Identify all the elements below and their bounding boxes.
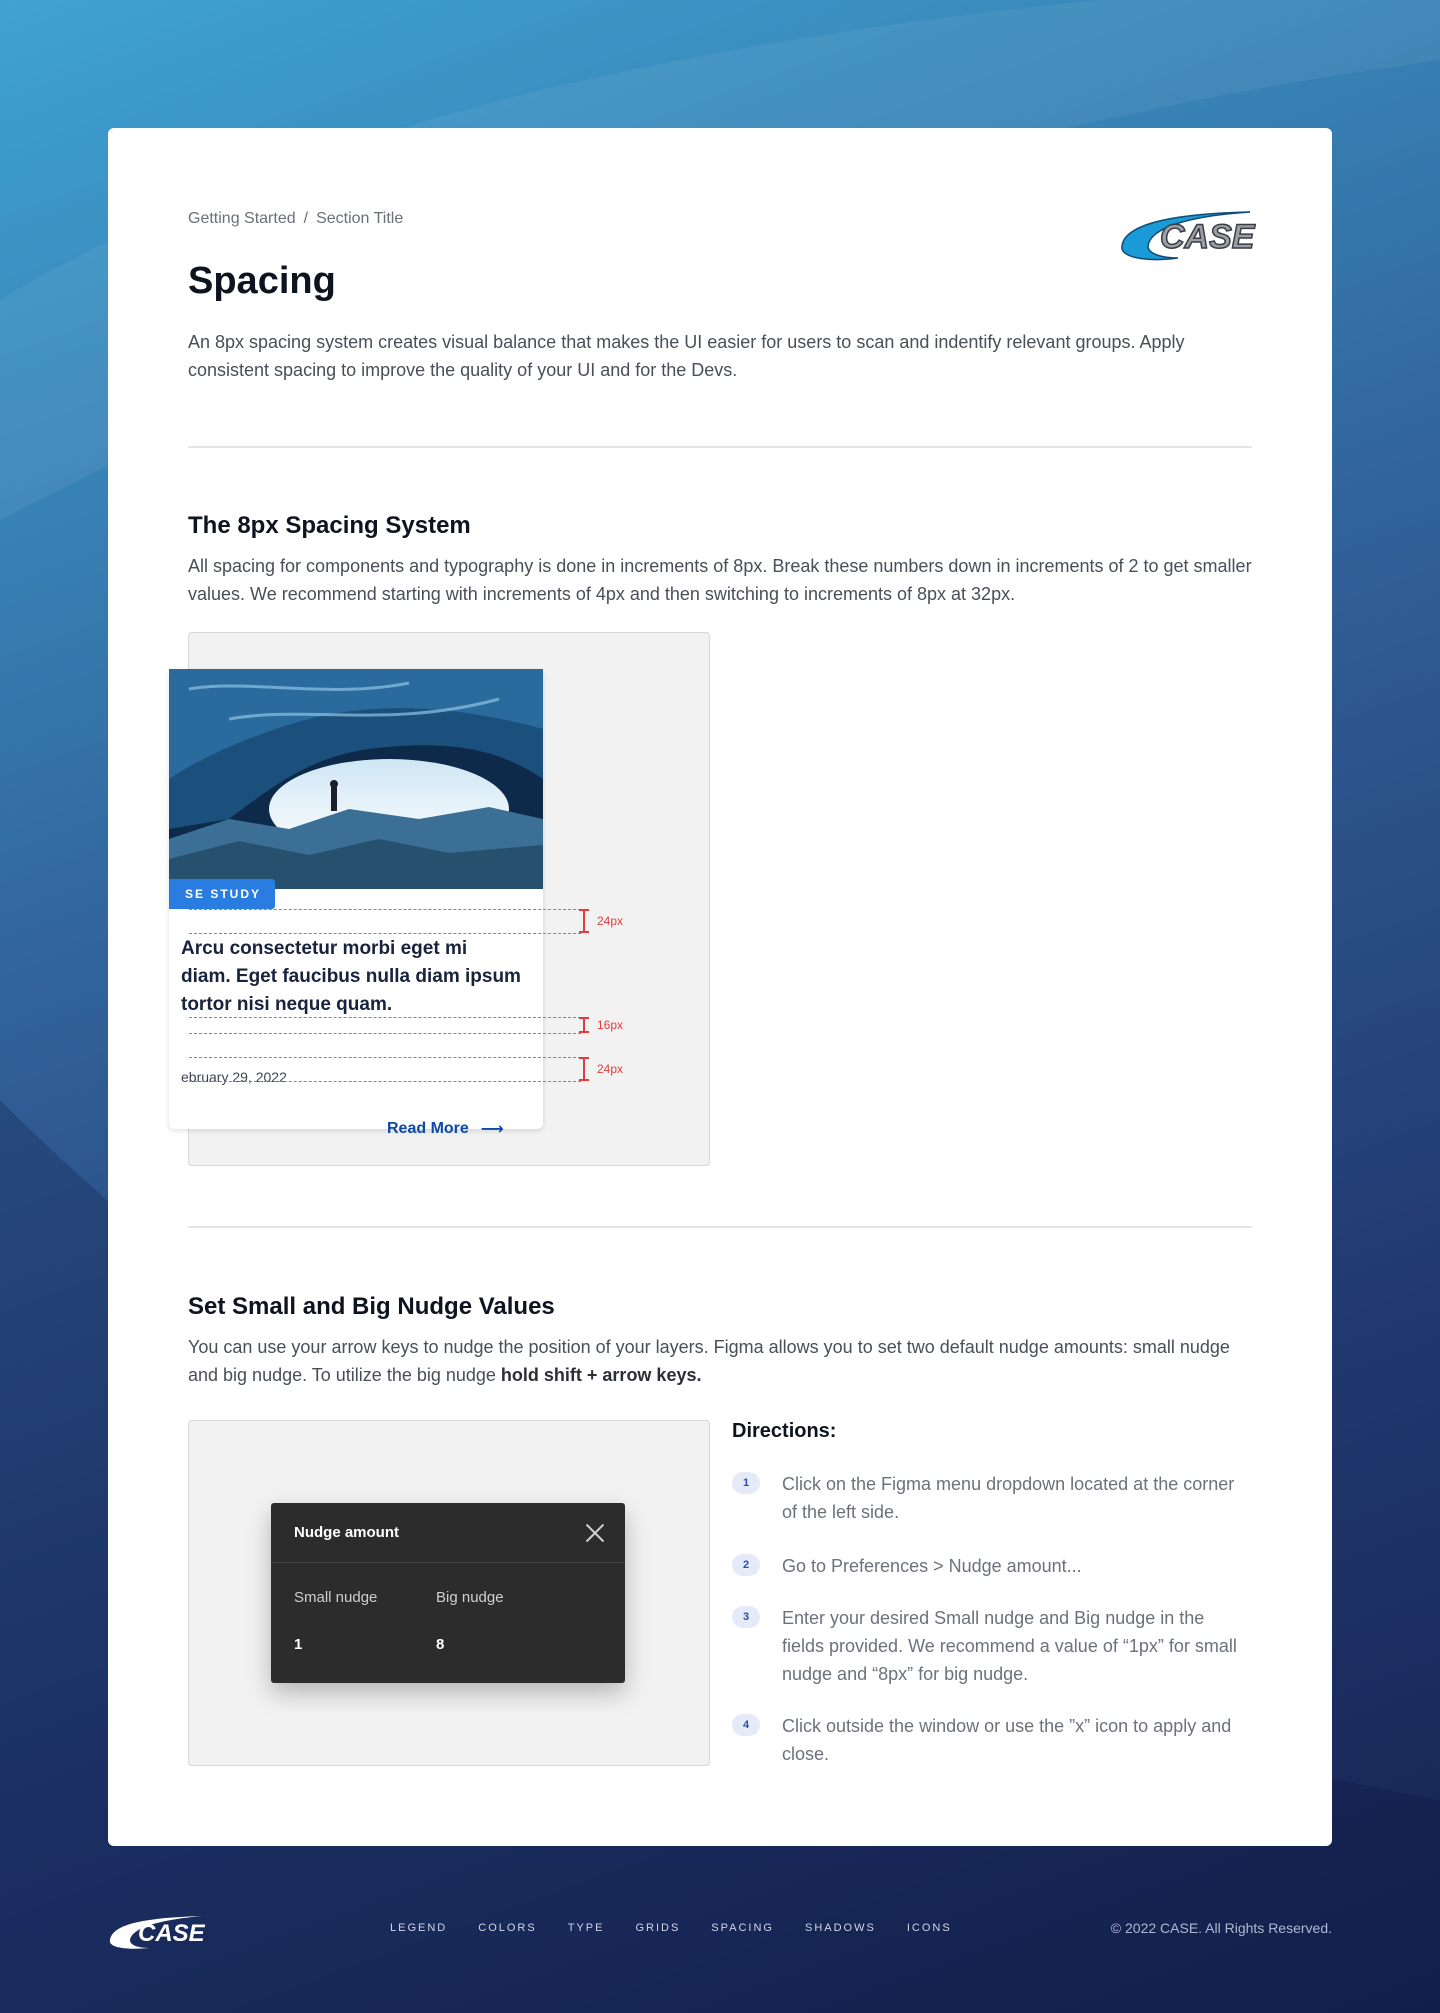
svg-text:CASE: CASE [1160, 218, 1255, 256]
measure-label: 24px [597, 1062, 624, 1076]
read-more-link[interactable] [387, 1119, 504, 1139]
spacing-guide-line [189, 1017, 581, 1018]
spacing-guide-line [189, 909, 581, 910]
footer-nav-type[interactable]: TYPE [567, 1922, 605, 1934]
step-text: Enter your desired Small nudge and Big nudge in the fields provided. We recommend a value of “1px” for small nudge and “8px” for big nudge. [782, 1608, 1237, 1684]
footer-nav-icons[interactable]: ICONS [906, 1922, 952, 1934]
measure-marker [579, 1057, 589, 1081]
close-icon[interactable] [585, 1523, 605, 1543]
measure-label: 16px [597, 1018, 624, 1032]
step-number: 4 [732, 1714, 760, 1736]
arrow-right-icon: ⟶ [480, 1121, 504, 1138]
section-text-nudge [188, 1333, 1254, 1389]
breadcrumb-item-section-title[interactable]: Section Title [316, 210, 404, 227]
content-card [108, 128, 1332, 1846]
footer-nav-spacing[interactable]: SPACING [711, 1922, 774, 1934]
example-content-card [169, 669, 543, 1138]
breadcrumb-item-getting-started[interactable]: Getting Started [188, 210, 296, 227]
section-title-nudge: Set Small and Big Nudge Values [188, 1293, 555, 1320]
footer-nav-grids[interactable]: GRIDS [635, 1922, 681, 1934]
nudge-text-bold: hold shift + arrow keys. [500, 1365, 702, 1385]
directions-title: Directions: [732, 1420, 837, 1442]
dialog-title: Nudge amount [294, 1524, 399, 1541]
nudge-text: You can use your arrow keys to nudge the position of your layers. Figma allows you to set two default nudge amounts: small nudge and big nudge. To utilize the big nudge [188, 1337, 1230, 1385]
footer-case-logo[interactable] [108, 1912, 204, 1950]
section-title-spacing-system: The 8px Spacing System [188, 512, 471, 539]
case-study-tag: SE STUDY [169, 879, 275, 909]
direction-step [732, 1470, 1252, 1526]
footer-nav-colors[interactable]: COLORS [478, 1922, 537, 1934]
breadcrumb [188, 210, 403, 228]
measure-marker [579, 1017, 589, 1033]
small-nudge-label: Small nudge [294, 1589, 378, 1606]
spacing-guide-line [189, 1057, 581, 1058]
divider [188, 1226, 1252, 1228]
footer-nav-legend[interactable]: LEGEND [390, 1922, 448, 1934]
direction-step [732, 1604, 1252, 1688]
example-card-title: Arcu consectetur morbi eget mi diam. Eget faucibus nulla diam ipsum tortor nisi neque quam. [181, 938, 521, 1015]
footer-nav-shadows[interactable]: SHADOWS [805, 1922, 876, 1934]
direction-step [732, 1552, 1252, 1580]
step-number: 1 [732, 1472, 760, 1494]
step-text: Click outside the window or use the ”x” icon to apply and close. [782, 1716, 1232, 1764]
nudge-amount-dialog [271, 1503, 625, 1683]
measure-label: 24px [597, 914, 624, 928]
example-card-date: ebruary 29, 2022 [181, 1069, 287, 1085]
small-nudge-value[interactable]: 1 [294, 1636, 303, 1653]
big-nudge-value[interactable]: 8 [436, 1636, 445, 1653]
step-number: 2 [732, 1554, 760, 1576]
page-title: Spacing [188, 260, 336, 302]
footer-nav [390, 1922, 983, 1934]
dialog-header [271, 1503, 625, 1563]
measure-marker [579, 909, 589, 933]
page-intro: An 8px spacing system creates visual balance that makes the UI easier for users to scan and indentify relevant groups. Apply consistent spacing to improve the quality of your UI and for the Devs. [188, 332, 1185, 380]
breadcrumb-separator: / [303, 210, 309, 227]
spacing-demo-panel [181, 632, 710, 1166]
case-logo [1118, 206, 1255, 262]
step-number: 3 [732, 1606, 760, 1628]
nudge-demo-panel [188, 1420, 710, 1766]
step-text: Go to Preferences > Nudge amount... [782, 1556, 1082, 1576]
step-text: Click on the Figma menu dropdown located at the corner of the left side. [782, 1474, 1235, 1522]
spacing-guide-line [189, 1033, 581, 1034]
divider [188, 446, 1252, 448]
big-nudge-label: Big nudge [436, 1589, 504, 1606]
section-text-spacing-system: All spacing for components and typography is done in increments of 8px. Break these numbers down in increments of 2 to get smaller values. We recommend starting with increments of 4px and then switching to increments of 8px at 32px. [188, 556, 1252, 604]
cave-image [169, 669, 543, 889]
svg-text:CASE: CASE [138, 1920, 205, 1947]
spacing-guide-line [189, 1081, 581, 1082]
copyright: © 2022 CASE. All Rights Reserved. [1110, 1920, 1332, 1936]
direction-step [732, 1712, 1252, 1768]
spacing-guide-line [189, 933, 581, 934]
read-more-label: Read More [387, 1120, 469, 1137]
